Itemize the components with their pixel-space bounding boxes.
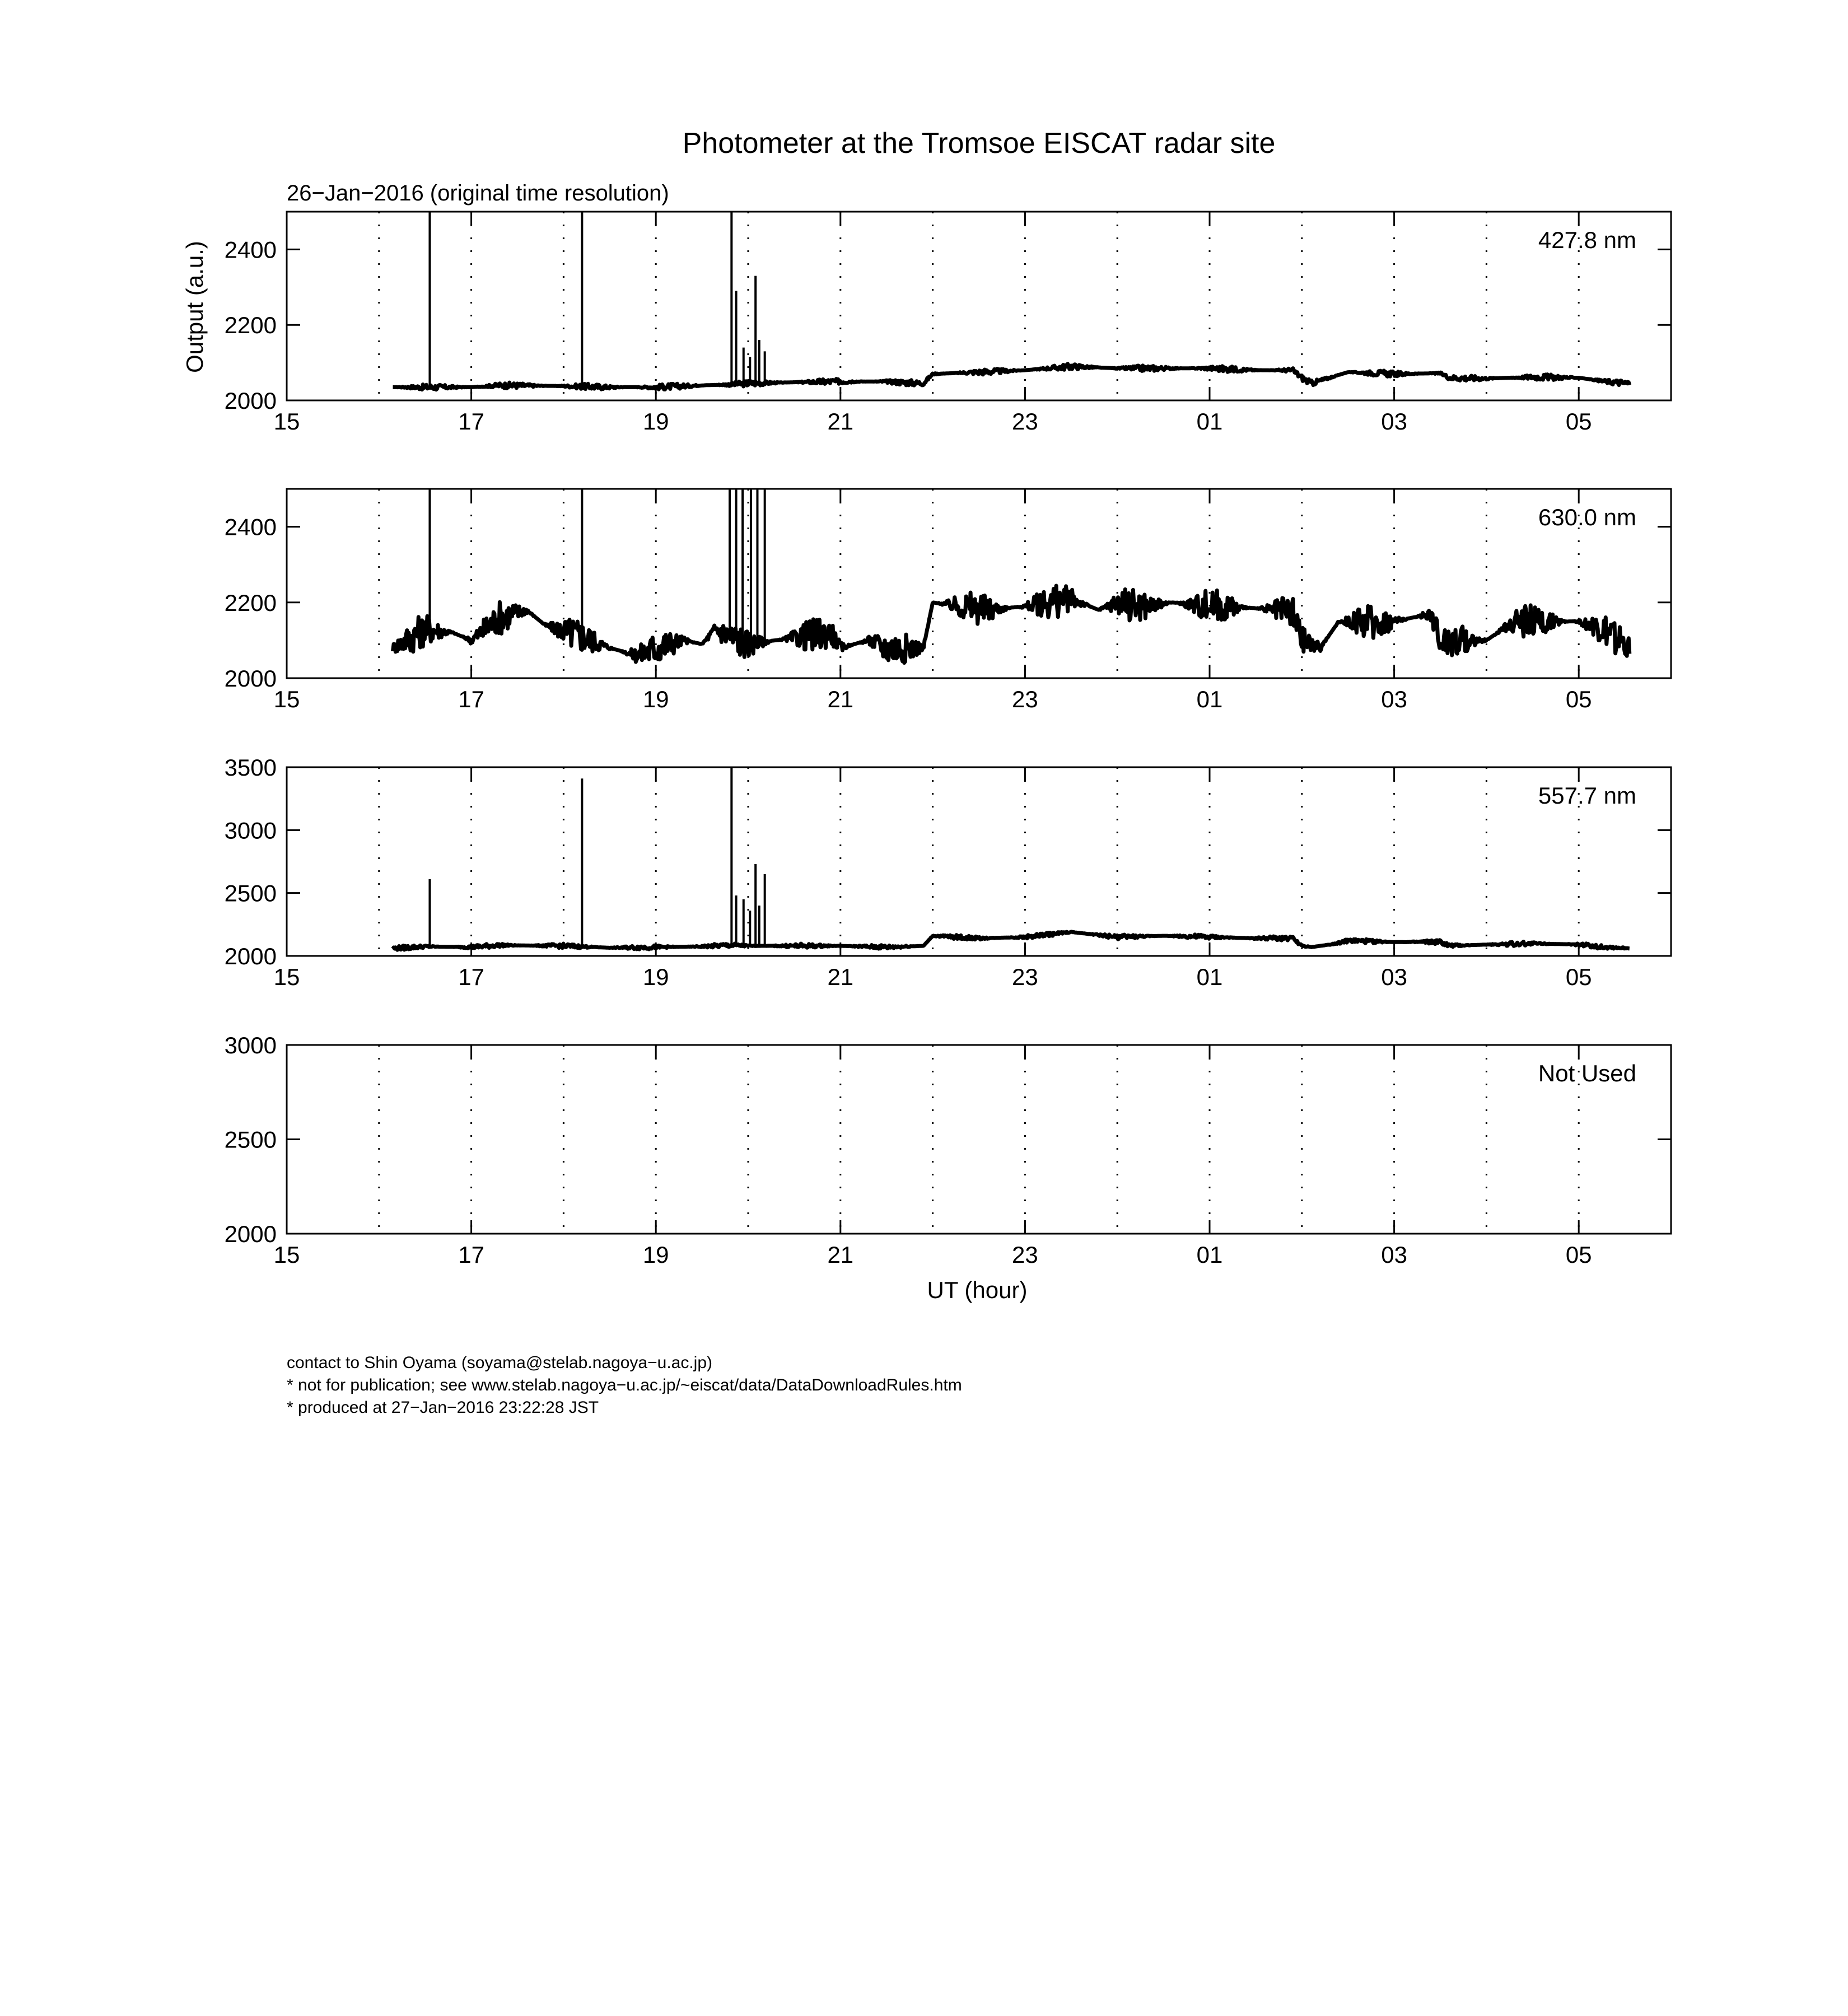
panel-4 [225, 1032, 1671, 1268]
x-tick-label: 23 [1012, 964, 1038, 990]
y-tick-label: 2500 [224, 1126, 277, 1153]
x-tick-label: 03 [1381, 686, 1407, 712]
x-tick-label: 21 [827, 408, 854, 435]
panel-2 [225, 489, 1671, 712]
y-tick-label: 2000 [224, 1221, 277, 1247]
x-tick-label: 21 [827, 686, 854, 712]
y-tick-label: 3000 [224, 817, 277, 844]
chart-subtitle: 26−Jan−2016 (original time resolution) [287, 181, 669, 206]
panel-label: 630.0 nm [1538, 504, 1636, 530]
panel-3 [225, 754, 1671, 990]
x-tick-label: 05 [1565, 964, 1592, 990]
x-tick-label: 19 [642, 964, 669, 990]
x-tick-label: 05 [1565, 686, 1592, 712]
x-tick-label: 01 [1196, 408, 1223, 435]
panel-label: 557.7 nm [1538, 782, 1636, 809]
series-line [393, 932, 1630, 950]
y-tick-label: 2400 [224, 514, 277, 540]
x-tick-label: 01 [1196, 686, 1223, 712]
chart-title: Photometer at the Tromsoe EISCAT radar site [682, 127, 1276, 160]
x-tick-label: 23 [1012, 408, 1038, 435]
x-tick-label: 05 [1565, 1242, 1592, 1268]
x-tick-label: 15 [273, 964, 300, 990]
series-line [393, 364, 1630, 390]
y-tick-label: 3500 [224, 754, 277, 781]
axes-frame [287, 1045, 1671, 1234]
footer-publication-note: * not for publication; see www.stelab.nagoya−u.ac.jp/~eiscat/data/DataDownloadRules.htm [287, 1376, 962, 1394]
panel-1 [225, 212, 1671, 435]
y-tick-label: 2400 [224, 236, 277, 263]
y-tick-label: 2000 [224, 665, 277, 692]
x-tick-label: 21 [827, 964, 854, 990]
y-tick-label: 2000 [224, 943, 277, 969]
panels-group [225, 212, 1671, 1268]
x-tick-label: 01 [1196, 1242, 1223, 1268]
panel-label: 427.8 nm [1538, 227, 1636, 253]
y-tick-label: 2000 [224, 388, 277, 414]
y-tick-label: 2200 [224, 589, 277, 616]
y-axis-label: Output (a.u.) [181, 241, 208, 373]
axes-frame [287, 767, 1671, 956]
x-tick-label: 17 [458, 408, 484, 435]
x-tick-label: 17 [458, 686, 484, 712]
x-tick-label: 03 [1381, 1242, 1407, 1268]
x-tick-label: 21 [827, 1242, 854, 1268]
y-tick-label: 3000 [224, 1032, 277, 1058]
x-tick-label: 23 [1012, 1242, 1038, 1268]
x-tick-label: 03 [1381, 964, 1407, 990]
x-tick-label: 01 [1196, 964, 1223, 990]
x-tick-label: 03 [1381, 408, 1407, 435]
footer-produced-time: * produced at 27−Jan−2016 23:22:28 JST [287, 1398, 599, 1417]
x-tick-label: 23 [1012, 686, 1038, 712]
x-tick-label: 19 [642, 1242, 669, 1268]
x-tick-label: 19 [642, 686, 669, 712]
x-tick-label: 15 [273, 686, 300, 712]
footer-contact: contact to Shin Oyama (soyama@stelab.nagoya−u.ac.jp) [287, 1354, 713, 1372]
series-line [393, 586, 1630, 663]
panel-label: Not Used [1538, 1060, 1636, 1086]
x-tick-label: 17 [458, 1242, 484, 1268]
x-axis-label: UT (hour) [927, 1277, 1028, 1303]
x-tick-label: 05 [1565, 408, 1592, 435]
x-tick-label: 15 [273, 1242, 300, 1268]
x-tick-label: 15 [273, 408, 300, 435]
y-tick-label: 2500 [224, 880, 277, 907]
y-tick-label: 2200 [224, 312, 277, 339]
x-tick-label: 19 [642, 408, 669, 435]
x-tick-label: 17 [458, 964, 484, 990]
